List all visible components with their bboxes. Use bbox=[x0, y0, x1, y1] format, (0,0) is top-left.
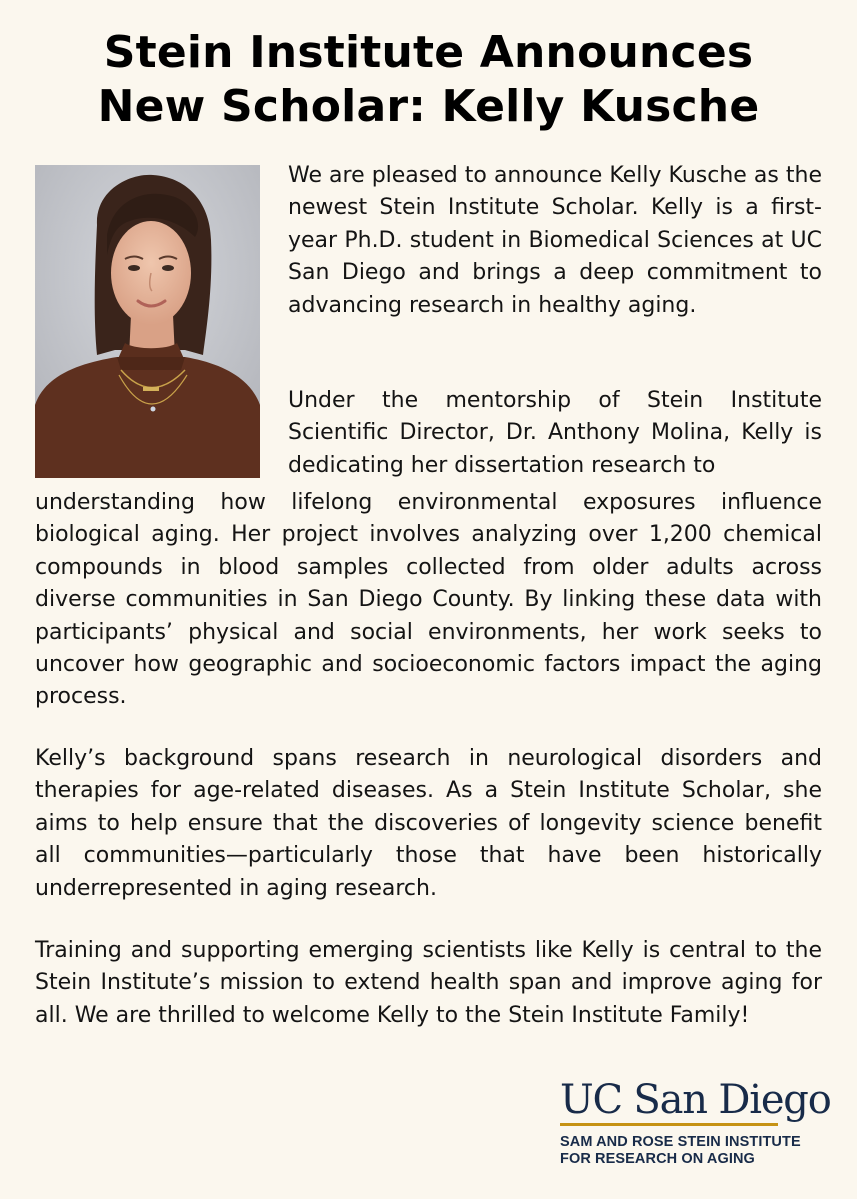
title-line-2: New Scholar: Kelly Kusche bbox=[97, 81, 760, 132]
title-line-1: Stein Institute Announces bbox=[103, 27, 754, 78]
logo-subtitle-line-1: SAM AND ROSE STEIN INSTITUTE bbox=[560, 1134, 801, 1150]
mentorship-paragraph-continued: understanding how lifelong environmental exposures influence biological aging. Her project involves analyzing over 1,200 chemical compounds in blood samples collected from older adults across diverse communities in San Diego County. By linking these data with participants’ physical and social environments, her work seeks to uncover how geographic and socioeconomic factors impact the aging process. bbox=[35, 490, 822, 710]
background-paragraph: Kelly’s background spans research in neurological disorders and therapies for age-related diseases. As a Stein Institute Scholar, she aims to help ensure that the discoveries of longevity science benefit all communities—particularly those that have been historically underrepresented in aging research. bbox=[35, 746, 822, 901]
mission-paragraph: Training and supporting emerging scientists like Kelly is central to the Stein Institute’s mission to extend health span and improve aging for all. We are thrilled to welcome Kelly to the Stein Institute Family! bbox=[35, 938, 822, 1028]
uc-san-diego-stein-institute-logo bbox=[560, 1078, 830, 1168]
logo-gold-rule bbox=[560, 1123, 778, 1126]
scholar-portrait-photo bbox=[35, 165, 260, 478]
logo-wordmark: UC San Diego bbox=[560, 1077, 831, 1123]
mentorship-paragraph-wrapped: Under the mentorship of Stein Institute Scientific Director, Dr. Anthony Molina, Kelly is dedicating her dissertation research to bbox=[288, 388, 822, 478]
intro-paragraph: We are pleased to announce Kelly Kusche as the newest Stein Institute Scholar. Kelly is a first-year Ph.D. student in Biomedical Sciences at UC San Diego and brings a deep commitment to advancing research in healthy aging. bbox=[288, 163, 822, 318]
logo-subtitle-line-2: FOR RESEARCH ON AGING bbox=[560, 1151, 755, 1167]
page-title bbox=[0, 26, 857, 134]
